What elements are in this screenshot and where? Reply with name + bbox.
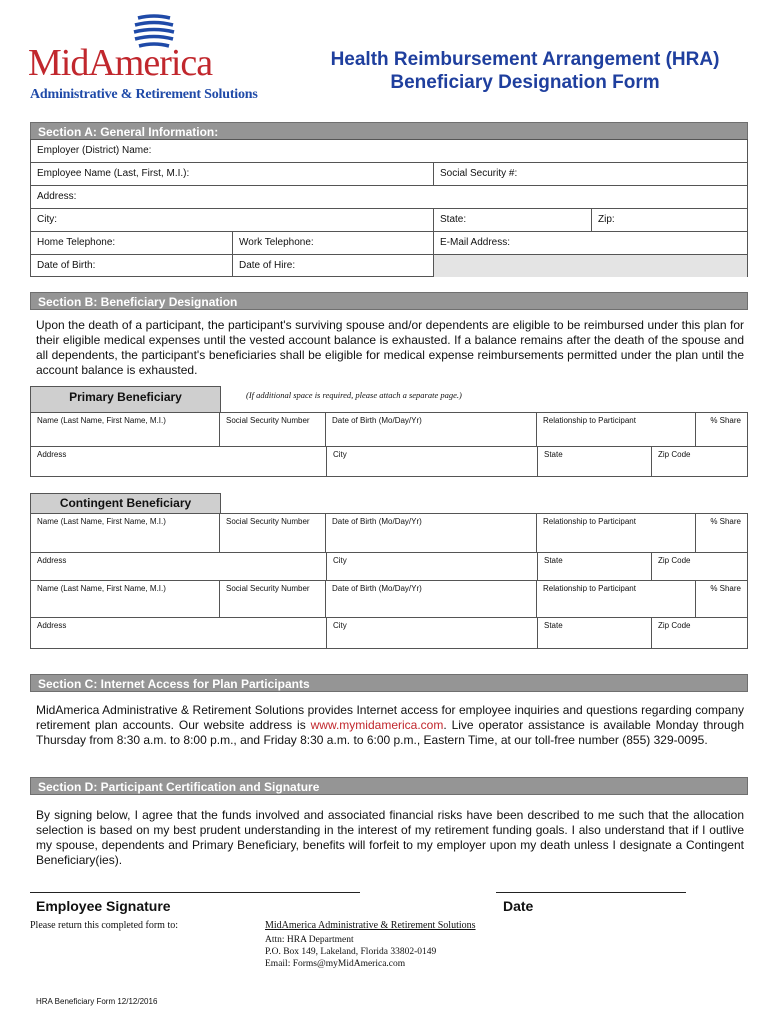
ben-state-label: State	[544, 450, 563, 459]
cben1-city-label: City	[333, 556, 347, 565]
cben2-ssn-cell[interactable]	[220, 581, 326, 617]
section-c-paragraph	[36, 703, 744, 748]
doh-field[interactable]	[233, 255, 434, 277]
ben-zip-cell[interactable]	[652, 447, 747, 476]
section-d-paragraph: By signing below, I agree that the funds involved and associated financial risks have been described to me such that the allocation selection is based on my best prudent understanding in the interest of my retirement funding goals. I also understand that if I outlive my spouse, dependents and Primary Beneficiary, benefits will forfeit to my employer upon my death unless I designate a Contingent Beneficiary(ies).	[36, 808, 744, 867]
ben-name-cell[interactable]	[31, 413, 220, 446]
cben2-share-label: % Share	[710, 584, 741, 593]
ben-ssn-label: Social Security Number	[226, 416, 310, 425]
additional-space-note: (If additional space is required, please attach a separate page.)	[246, 390, 462, 400]
ben-state-cell[interactable]	[537, 447, 652, 476]
cben1-state-cell[interactable]	[537, 553, 652, 580]
date-line[interactable]	[496, 892, 686, 893]
ben-share-cell[interactable]	[696, 413, 747, 446]
employee-signature-label: Employee Signature	[36, 898, 171, 914]
form-title-line2: Beneficiary Designation Form	[390, 72, 660, 93]
cben1-address-label: Address	[37, 556, 67, 565]
cben2-dob-cell[interactable]	[326, 581, 537, 617]
ssn-field[interactable]	[434, 163, 747, 186]
cben1-city-cell[interactable]	[326, 553, 537, 580]
section-c-text-before: MidAmerica Administrative & Retirement Solutions provides Internet access for employee inquiries and questions regarding company retirement plan accounts. Our website address is	[36, 703, 744, 732]
cben2-share-cell[interactable]	[696, 581, 747, 617]
cben2-name-cell[interactable]	[31, 581, 220, 617]
ben-dob-cell[interactable]	[326, 413, 537, 446]
contingent-beneficiary-label: Contingent Beneficiary	[30, 493, 221, 514]
employer-field[interactable]	[31, 140, 747, 163]
logo-name: MidAmerica	[28, 42, 213, 84]
work-phone-label: Work Telephone:	[239, 237, 314, 248]
shaded-cell	[434, 255, 747, 277]
cben2-state-label: State	[544, 621, 563, 630]
employee-name-label: Employee Name (Last, First, M.I.):	[37, 168, 190, 179]
address-field[interactable]	[31, 186, 747, 209]
address-label: Address:	[37, 191, 77, 202]
section-a-table	[30, 139, 748, 277]
ben-ssn-cell[interactable]	[220, 413, 326, 446]
return-company: MidAmerica Administrative & Retirement Solutions	[265, 920, 476, 931]
section-a-header: Section A: General Information:	[30, 122, 748, 140]
cben2-city-cell[interactable]	[326, 618, 537, 648]
cben2-address-label: Address	[37, 621, 67, 630]
date-label: Date	[503, 898, 534, 914]
dob-label: Date of Birth:	[37, 260, 96, 271]
ben-address-cell[interactable]	[31, 447, 326, 476]
ben-dob-label: Date of Birth (Mo/Day/Yr)	[332, 416, 422, 425]
doh-label: Date of Hire:	[239, 260, 296, 271]
ssn-label: Social Security #:	[440, 168, 518, 179]
state-label: State:	[440, 214, 467, 225]
cben2-relationship-label: Relationship to Participant	[543, 584, 636, 593]
website-link[interactable]: www.mymidamerica.com	[310, 718, 444, 732]
cben1-name-label: Name (Last Name, First Name, M.I.)	[37, 517, 166, 526]
cben1-ssn-cell[interactable]	[220, 514, 326, 552]
cben1-ssn-label: Social Security Number	[226, 517, 310, 526]
cben1-dob-label: Date of Birth (Mo/Day/Yr)	[332, 517, 422, 526]
cben2-state-cell[interactable]	[537, 618, 652, 648]
ben-name-label: Name (Last Name, First Name, M.I.)	[37, 416, 166, 425]
section-d-header: Section D: Participant Certification and Signature	[30, 777, 748, 795]
cben1-relationship-cell[interactable]	[537, 514, 696, 552]
primary-beneficiary-table	[30, 412, 748, 477]
cben1-state-label: State	[544, 556, 563, 565]
cben1-share-label: % Share	[710, 517, 741, 526]
cben2-zip-label: Zip Code	[658, 621, 691, 630]
zip-field[interactable]	[592, 209, 747, 232]
ben-relationship-cell[interactable]	[537, 413, 696, 446]
email-label: E-Mail Address:	[440, 237, 511, 248]
dob-field[interactable]	[31, 255, 233, 277]
contingent-beneficiary-table	[30, 513, 748, 649]
cben1-relationship-label: Relationship to Participant	[543, 517, 636, 526]
cben1-zip-cell[interactable]	[652, 553, 747, 580]
ben-share-label: % Share	[710, 416, 741, 425]
cben2-dob-label: Date of Birth (Mo/Day/Yr)	[332, 584, 422, 593]
zip-label: Zip:	[598, 214, 615, 225]
email-field[interactable]	[434, 232, 747, 255]
home-phone-label: Home Telephone:	[37, 237, 116, 248]
section-c-text-after: . Live operator assistance is available Monday through Thursday from 8:30 a.m. to 8:00 p.m., and Friday 8:30 a.m. to 6:00 p.m., Eastern Time, at our toll-free number (855) 329-0095.	[36, 718, 745, 747]
state-field[interactable]	[434, 209, 592, 232]
ben-city-cell[interactable]	[326, 447, 537, 476]
section-b-header: Section B: Beneficiary Designation	[30, 292, 748, 310]
cben1-dob-cell[interactable]	[326, 514, 537, 552]
ben-zip-label: Zip Code	[658, 450, 691, 459]
form-id-footer: HRA Beneficiary Form 12/12/2016	[36, 997, 158, 1006]
work-phone-field[interactable]	[233, 232, 434, 255]
return-attn: Attn: HRA Department	[265, 935, 354, 945]
ben-city-label: City	[333, 450, 347, 459]
employee-signature-line[interactable]	[30, 892, 360, 893]
cben2-ssn-label: Social Security Number	[226, 584, 310, 593]
return-email[interactable]: Email: Forms@myMidAmerica.com	[265, 959, 406, 969]
cben2-name-label: Name (Last Name, First Name, M.I.)	[37, 584, 166, 593]
city-label: City:	[37, 214, 57, 225]
cben1-name-cell[interactable]	[31, 514, 220, 552]
logo-subtitle: Administrative & Retirement Solutions	[30, 87, 258, 102]
primary-beneficiary-label: Primary Beneficiary	[30, 386, 221, 413]
return-address: P.O. Box 149, Lakeland, Florida 33802-0149	[265, 947, 437, 957]
home-phone-field[interactable]	[31, 232, 233, 255]
section-c-header: Section C: Internet Access for Plan Participants	[30, 674, 748, 692]
cben2-city-label: City	[333, 621, 347, 630]
return-instruction: Please return this completed form to:	[30, 920, 179, 931]
ben-address-label: Address	[37, 450, 67, 459]
employee-name-field[interactable]	[31, 163, 434, 186]
cben2-address-cell[interactable]	[31, 618, 326, 648]
cben2-relationship-cell[interactable]	[537, 581, 696, 617]
section-b-paragraph: Upon the death of a participant, the participant's surviving spouse and/or dependents are eligible to be reimbursed under this plan for their eligible medical expenses until the vested account balance is exhausted. If a balance remains after the death of the spouse and all dependents, the participant's beneficiaries shall be eligible for medical expense reimbursements permitted under the plan until the account balance is exhausted.	[36, 318, 744, 377]
ben-relationship-label: Relationship to Participant	[543, 416, 636, 425]
employer-label: Employer (District) Name:	[37, 145, 152, 156]
form-title-line1: Health Reimbursement Arrangement (HRA)	[330, 49, 720, 70]
cben1-zip-label: Zip Code	[658, 556, 691, 565]
cben1-share-cell[interactable]	[696, 514, 747, 552]
city-field[interactable]	[31, 209, 434, 232]
cben2-zip-cell[interactable]	[652, 618, 747, 648]
cben1-address-cell[interactable]	[31, 553, 326, 580]
